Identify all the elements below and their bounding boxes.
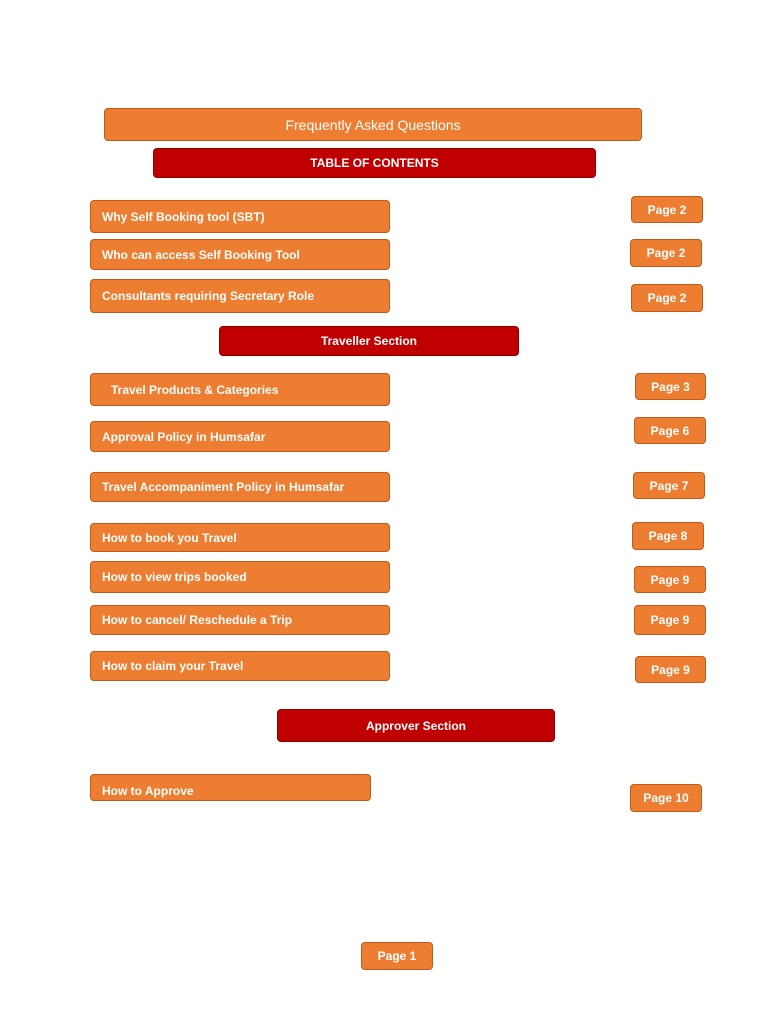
toc-link-book-travel[interactable]: How to book you Travel [90, 523, 390, 552]
faq-title: Frequently Asked Questions [104, 108, 642, 141]
traveller-section-heading: Traveller Section [219, 326, 519, 356]
toc-link-claim-travel[interactable]: How to claim your Travel [90, 651, 390, 681]
toc-link-who-can-access[interactable]: Who can access Self Booking Tool [90, 239, 390, 270]
page-ref-travel-products[interactable]: Page 3 [635, 373, 706, 400]
page-ref-accompaniment-policy[interactable]: Page 7 [633, 472, 705, 499]
toc-link-cancel-reschedule[interactable]: How to cancel/ Reschedule a Trip [90, 605, 390, 635]
page-ref-why-sbt[interactable]: Page 2 [631, 196, 703, 223]
approver-section-heading: Approver Section [277, 709, 555, 742]
toc-link-consultants-secretary[interactable]: Consultants requiring Secretary Role [90, 279, 390, 313]
toc-link-accompaniment-policy[interactable]: Travel Accompaniment Policy in Humsafar [90, 472, 390, 502]
toc-link-why-sbt[interactable]: Why Self Booking tool (SBT) [90, 200, 390, 233]
page-ref-who-can-access[interactable]: Page 2 [630, 239, 702, 267]
toc-link-how-to-approve[interactable]: How to Approve [90, 774, 371, 801]
page-ref-book-travel[interactable]: Page 8 [632, 522, 704, 550]
page-ref-claim-travel[interactable]: Page 9 [635, 656, 706, 683]
page-ref-approval-policy[interactable]: Page 6 [634, 417, 706, 444]
toc-link-view-trips[interactable]: How to view trips booked [90, 561, 390, 593]
page-ref-how-to-approve[interactable]: Page 10 [630, 784, 702, 812]
page-ref-consultants-secretary[interactable]: Page 2 [631, 284, 703, 312]
page-ref-view-trips[interactable]: Page 9 [634, 566, 706, 593]
footer-page-number: Page 1 [361, 942, 433, 970]
toc-link-travel-products[interactable]: Travel Products & Categories [90, 373, 390, 406]
toc-heading: TABLE OF CONTENTS [153, 148, 596, 178]
page-ref-cancel-reschedule[interactable]: Page 9 [634, 605, 706, 635]
toc-link-approval-policy[interactable]: Approval Policy in Humsafar [90, 421, 390, 452]
